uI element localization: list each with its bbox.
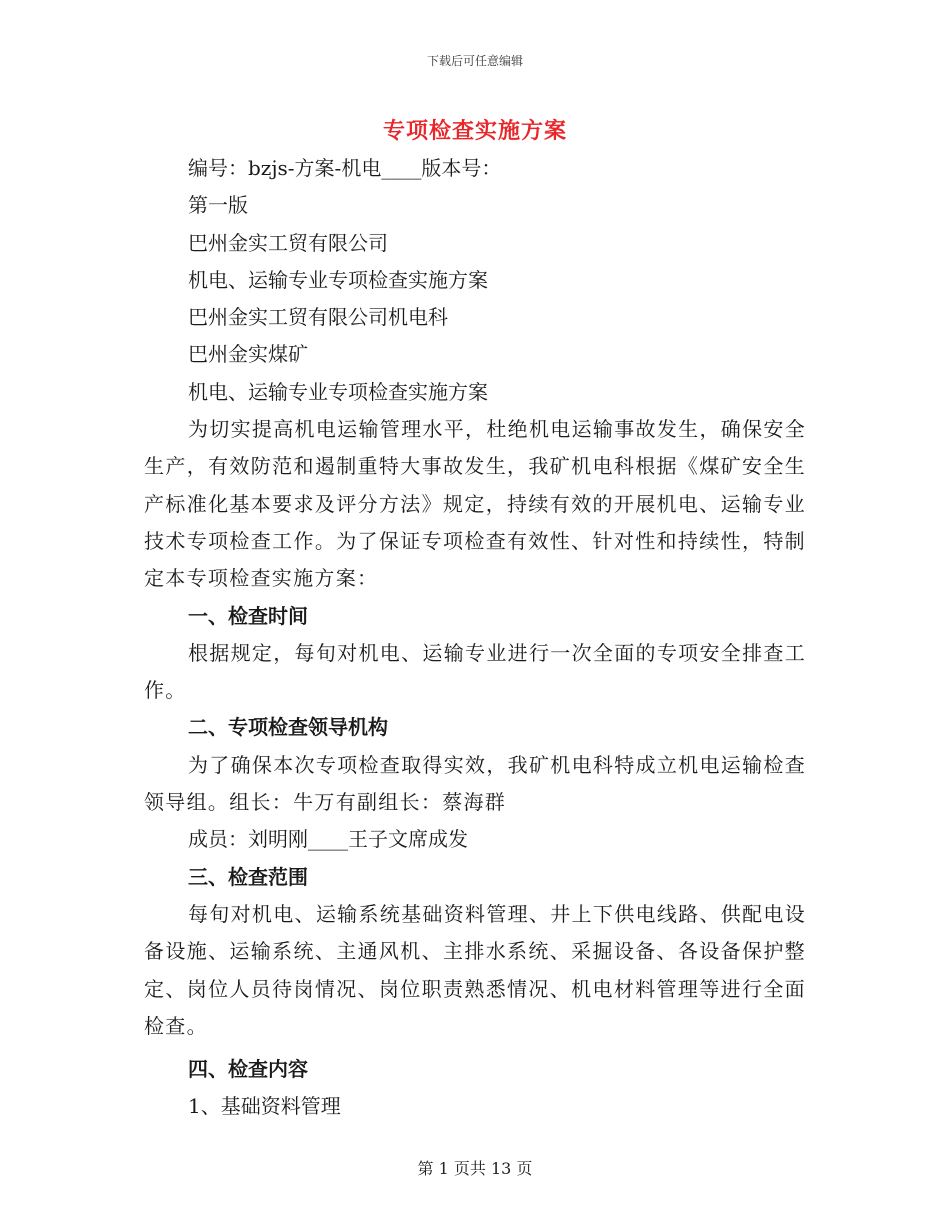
meta-line-mine: 巴州金实煤矿 [188,342,308,367]
section-1-heading: 一、检查时间 [188,603,308,628]
meta-line-number: 编号：bzjs-方案-机电____版本号： [188,156,502,180]
section-2-members: 成员：刘明刚____王子文席成发 [188,827,468,852]
section-2-heading: 二、专项检查领导机构 [188,715,388,740]
section-3-text: 每旬对机电、运输系统基础资料管理、井上下供电线路、供配电设备设施、运输系统、主通风机、主排水系统、采掘设备、各设备保护整定、岗位人员待岗情况、岗位职责熟悉情况、机电材料管理等进行全面检查。 [144,901,806,1038]
meta-line-plan-name-2: 机电、运输专业专项检查实施方案 [188,379,488,404]
section-1-text: 根据规定，每旬对机电、运输专业进行一次全面的专项安全排查工作。 [144,640,806,703]
page-footer-number: 第 1 页共 13 页 [417,1159,533,1178]
section-3-heading: 三、检查范围 [188,864,308,889]
page-header-note: 下载后可任意编辑 [426,54,523,68]
meta-line-version: 第一版 [188,193,248,218]
section-4-item-1: 1、基础资料管理 [188,1094,341,1119]
section-4-heading: 四、检查内容 [188,1057,308,1082]
meta-line-company: 巴州金实工贸有限公司 [188,230,388,255]
meta-line-department: 巴州金实工贸有限公司机电科 [188,305,448,330]
intro-paragraph: 为切实提高机电运输管理水平，杜绝机电运输事故发生，确保安全生产，有效防范和遏制重特大事故发生，我矿机电科根据《煤矿安全生产标准化基本要求及评分方法》规定，持续有效的开展机电、运输专业技术专项检查工作。为了保证专项检查有效性、针对性和持续性，特制定本专项检查实施方案： [144,417,806,591]
meta-line-plan-name: 机电、运输专业专项检查实施方案 [188,267,488,292]
document-body [144,150,806,1126]
document-title: 专项检查实施方案 [382,118,567,144]
section-2-text: 为了确保本次专项检查取得实效，我矿机电科特成立机电运输检查领导组。组长：牛万有副组长：蔡海群 [144,752,806,815]
